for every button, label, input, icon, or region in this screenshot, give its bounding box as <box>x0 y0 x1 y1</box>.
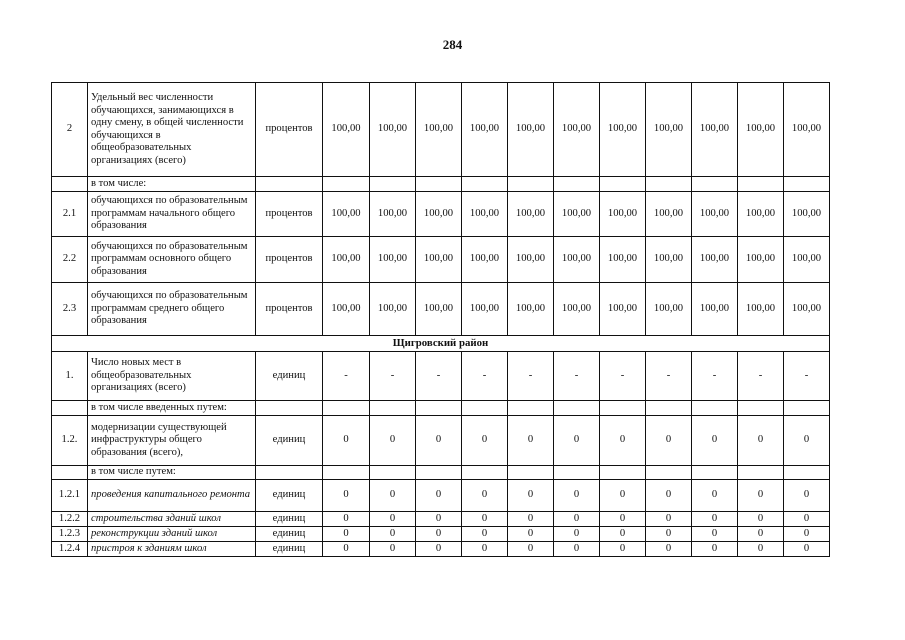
row-number: 1.2.4 <box>52 542 88 557</box>
value-cell: 100,00 <box>508 83 554 177</box>
row-number: 2.3 <box>52 283 88 336</box>
value-cell <box>600 466 646 480</box>
value-cell <box>692 177 738 192</box>
value-cell: 100,00 <box>323 237 370 283</box>
indicator-name: модернизации существующей инфраструктуры общего образования (всего), <box>88 416 256 466</box>
value-cell: 0 <box>323 480 370 512</box>
value-cell: 0 <box>692 527 738 542</box>
value-cell <box>646 466 692 480</box>
indicator-name: строительства зданий школ <box>88 512 256 527</box>
value-cell <box>323 401 370 416</box>
value-cell: 100,00 <box>462 237 508 283</box>
value-cell: 100,00 <box>554 237 600 283</box>
row-number <box>52 401 88 416</box>
value-cell: 100,00 <box>508 237 554 283</box>
value-cell: 100,00 <box>370 283 416 336</box>
row-number <box>52 466 88 480</box>
value-cell: 0 <box>508 527 554 542</box>
value-cell: 0 <box>416 512 462 527</box>
value-cell: - <box>508 352 554 401</box>
value-cell: 0 <box>554 542 600 557</box>
value-cell: 0 <box>692 542 738 557</box>
table-row <box>52 352 830 401</box>
value-cell <box>462 177 508 192</box>
value-cell: 0 <box>692 480 738 512</box>
row-number: 1. <box>52 352 88 401</box>
value-cell: 0 <box>646 527 692 542</box>
value-cell: 0 <box>323 416 370 466</box>
value-cell: - <box>554 352 600 401</box>
unit-cell: единиц <box>256 512 323 527</box>
value-cell: 100,00 <box>646 283 692 336</box>
value-cell: 0 <box>416 527 462 542</box>
table-row <box>52 480 830 512</box>
value-cell: 0 <box>370 480 416 512</box>
value-cell: 0 <box>508 542 554 557</box>
unit-cell: процентов <box>256 192 323 237</box>
value-cell <box>784 177 830 192</box>
value-cell: 0 <box>784 416 830 466</box>
value-cell: 0 <box>646 480 692 512</box>
table-row <box>52 192 830 237</box>
value-cell: 0 <box>646 416 692 466</box>
value-cell: 0 <box>600 512 646 527</box>
value-cell: 0 <box>554 512 600 527</box>
page-number: 284 <box>442 37 463 52</box>
value-cell <box>784 401 830 416</box>
row-number: 2.2 <box>52 237 88 283</box>
value-cell <box>416 466 462 480</box>
value-cell <box>554 401 600 416</box>
indicator-name: проведения капитального ремонта <box>88 480 256 512</box>
table-row <box>52 401 830 416</box>
value-cell: 100,00 <box>462 192 508 237</box>
row-number <box>52 177 88 192</box>
value-cell: 100,00 <box>370 192 416 237</box>
value-cell: 0 <box>508 416 554 466</box>
value-cell: 0 <box>646 512 692 527</box>
table-row <box>52 542 830 557</box>
value-cell: 0 <box>692 416 738 466</box>
indicator-name: Удельный вес численности обучающихся, занимающихся в одну смену, в общей численности обучающихся в общеобразовательных организациях (всего) <box>88 83 256 177</box>
value-cell <box>416 177 462 192</box>
value-cell: 100,00 <box>554 192 600 237</box>
value-cell: 0 <box>370 416 416 466</box>
value-cell: 0 <box>370 512 416 527</box>
value-cell <box>554 466 600 480</box>
value-cell <box>738 466 784 480</box>
value-cell: 100,00 <box>784 192 830 237</box>
value-cell: 0 <box>323 512 370 527</box>
value-cell: - <box>646 352 692 401</box>
value-cell: 0 <box>508 480 554 512</box>
value-cell <box>600 401 646 416</box>
value-cell: 100,00 <box>738 237 784 283</box>
value-cell: 100,00 <box>692 83 738 177</box>
table-row <box>52 466 830 480</box>
row-number: 1.2.1 <box>52 480 88 512</box>
unit-cell: единиц <box>256 527 323 542</box>
value-cell <box>508 401 554 416</box>
value-cell: 0 <box>600 480 646 512</box>
row-number: 1.2. <box>52 416 88 466</box>
value-cell: 100,00 <box>554 283 600 336</box>
value-cell: 100,00 <box>784 283 830 336</box>
value-cell: 0 <box>554 416 600 466</box>
value-cell: 0 <box>738 542 784 557</box>
value-cell: 100,00 <box>462 83 508 177</box>
indicator-name: в том числе путем: <box>88 466 256 480</box>
row-number: 2 <box>52 83 88 177</box>
value-cell: - <box>600 352 646 401</box>
table-row <box>52 283 830 336</box>
table-row <box>52 177 830 192</box>
value-cell <box>646 177 692 192</box>
value-cell <box>370 401 416 416</box>
value-cell <box>416 401 462 416</box>
value-cell: 0 <box>784 480 830 512</box>
value-cell: 100,00 <box>416 192 462 237</box>
value-cell: 0 <box>323 542 370 557</box>
table-row <box>52 237 830 283</box>
value-cell: - <box>784 352 830 401</box>
value-cell: 0 <box>738 480 784 512</box>
value-cell <box>738 401 784 416</box>
unit-cell: единиц <box>256 416 323 466</box>
value-cell: 100,00 <box>416 83 462 177</box>
value-cell: 100,00 <box>600 192 646 237</box>
value-cell: 0 <box>370 542 416 557</box>
value-cell: 0 <box>416 480 462 512</box>
value-cell: 100,00 <box>600 237 646 283</box>
value-cell: - <box>370 352 416 401</box>
value-cell: 100,00 <box>323 83 370 177</box>
value-cell <box>554 177 600 192</box>
value-cell <box>738 177 784 192</box>
value-cell <box>508 466 554 480</box>
value-cell: 100,00 <box>508 283 554 336</box>
value-cell: 0 <box>784 527 830 542</box>
value-cell: 0 <box>600 416 646 466</box>
value-cell: 0 <box>738 527 784 542</box>
value-cell <box>600 177 646 192</box>
value-cell: 100,00 <box>784 83 830 177</box>
value-cell: 100,00 <box>738 283 784 336</box>
unit-cell: процентов <box>256 237 323 283</box>
indicators-table <box>51 82 830 557</box>
value-cell: 0 <box>416 542 462 557</box>
value-cell: 0 <box>692 512 738 527</box>
value-cell <box>784 466 830 480</box>
value-cell <box>462 401 508 416</box>
unit-cell: единиц <box>256 542 323 557</box>
value-cell: 0 <box>646 542 692 557</box>
table-row <box>52 527 830 542</box>
value-cell: 100,00 <box>646 237 692 283</box>
value-cell: - <box>462 352 508 401</box>
value-cell: 100,00 <box>554 83 600 177</box>
value-cell <box>646 401 692 416</box>
indicator-name: пристроя к зданиям школ <box>88 542 256 557</box>
value-cell: 100,00 <box>323 283 370 336</box>
unit-cell: единиц <box>256 352 323 401</box>
unit-cell <box>256 466 323 480</box>
value-cell: 100,00 <box>646 192 692 237</box>
value-cell: 100,00 <box>738 83 784 177</box>
indicator-name: обучающихся по образовательным программам основного общего образования <box>88 237 256 283</box>
value-cell <box>370 177 416 192</box>
value-cell: 100,00 <box>416 283 462 336</box>
indicator-name: в том числе введенных путем: <box>88 401 256 416</box>
unit-cell <box>256 177 323 192</box>
value-cell: - <box>323 352 370 401</box>
value-cell <box>323 466 370 480</box>
value-cell: 100,00 <box>692 237 738 283</box>
value-cell: 0 <box>416 416 462 466</box>
value-cell: 0 <box>554 527 600 542</box>
value-cell: 100,00 <box>784 237 830 283</box>
indicator-name: реконструкции зданий школ <box>88 527 256 542</box>
value-cell: 0 <box>462 480 508 512</box>
value-cell <box>692 401 738 416</box>
value-cell: 0 <box>462 542 508 557</box>
value-cell: 0 <box>370 527 416 542</box>
indicator-name: обучающихся по образовательным программам среднего общего образования <box>88 283 256 336</box>
value-cell: 100,00 <box>323 192 370 237</box>
value-cell <box>370 466 416 480</box>
value-cell: 0 <box>462 527 508 542</box>
value-cell: 100,00 <box>462 283 508 336</box>
value-cell: 100,00 <box>600 283 646 336</box>
value-cell: 0 <box>784 542 830 557</box>
table-row <box>52 416 830 466</box>
value-cell: 0 <box>738 512 784 527</box>
indicator-name: в том числе: <box>88 177 256 192</box>
value-cell <box>323 177 370 192</box>
value-cell <box>508 177 554 192</box>
table-row <box>52 83 830 177</box>
value-cell: 0 <box>462 416 508 466</box>
value-cell: 100,00 <box>370 83 416 177</box>
value-cell: 0 <box>784 512 830 527</box>
row-number: 1.2.3 <box>52 527 88 542</box>
value-cell: - <box>692 352 738 401</box>
value-cell: 0 <box>508 512 554 527</box>
unit-cell: единиц <box>256 480 323 512</box>
unit-cell: процентов <box>256 283 323 336</box>
row-number: 2.1 <box>52 192 88 237</box>
value-cell <box>462 466 508 480</box>
value-cell: 100,00 <box>692 192 738 237</box>
value-cell: 0 <box>462 512 508 527</box>
value-cell: 100,00 <box>738 192 784 237</box>
value-cell: 0 <box>738 416 784 466</box>
value-cell: 0 <box>323 527 370 542</box>
value-cell: 100,00 <box>416 237 462 283</box>
value-cell: 100,00 <box>508 192 554 237</box>
value-cell: 0 <box>554 480 600 512</box>
value-cell: 100,00 <box>370 237 416 283</box>
value-cell: 100,00 <box>600 83 646 177</box>
value-cell: - <box>416 352 462 401</box>
table-row <box>52 512 830 527</box>
value-cell: 100,00 <box>646 83 692 177</box>
section-row <box>52 336 830 352</box>
value-cell: 0 <box>600 527 646 542</box>
indicator-name: обучающихся по образовательным программам начального общего образования <box>88 192 256 237</box>
section-title: Щигровский район <box>52 336 830 352</box>
indicator-name: Число новых мест в общеобразовательных организациях (всего) <box>88 352 256 401</box>
value-cell: - <box>738 352 784 401</box>
value-cell: 0 <box>600 542 646 557</box>
unit-cell: процентов <box>256 83 323 177</box>
unit-cell <box>256 401 323 416</box>
value-cell <box>692 466 738 480</box>
value-cell: 100,00 <box>692 283 738 336</box>
row-number: 1.2.2 <box>52 512 88 527</box>
